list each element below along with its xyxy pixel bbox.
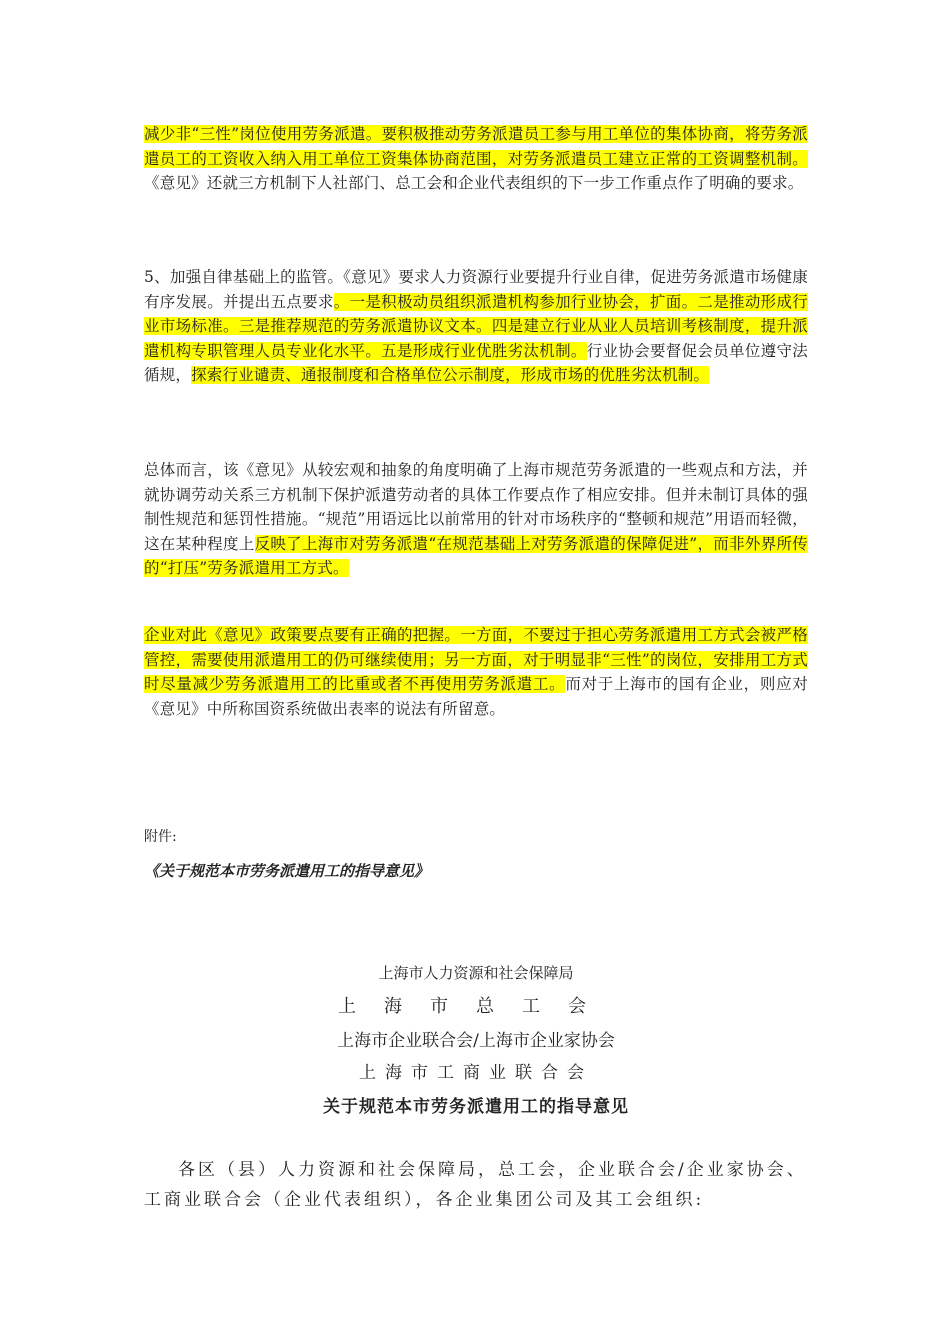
attachment-title: 《关于规范本市劳务派遣用工的指导意见》 xyxy=(144,862,430,880)
attachment-label: 附件: xyxy=(144,829,177,845)
issuer-line-3: 上海市企业联合会/上海市企业家协会 xyxy=(337,1031,615,1051)
body-text: 《意见》还就三方机制下人社部门、总工会和企业代表组织的下一步工作重点作了明确的要求。 xyxy=(144,174,804,192)
paragraph-enterprise-advice xyxy=(144,623,808,721)
body-text: 而对于上海市的国有企业，则应对《意见》中所称国资系统做出表率的说法有所留意。 xyxy=(144,675,808,718)
salutation: 各区（县）人力资源和社会保障局，总工会，企业联合会/企业家协会、工商业联合会（企业代表组织），各企业集团公司及其工会组织: xyxy=(144,1160,807,1210)
issuer-line-4: 上海市工商业联合会 xyxy=(359,1063,593,1083)
paragraph-dispatch-wages xyxy=(144,122,808,196)
body-text: 总体而言，该《意见》从较宏观和抽象的角度明确了上海市规范劳务派遣的一些观点和方法，并就协调劳动关系三方机制下保护派遣劳动者的具体工作要点作了相应安排。但并未制订具体的强制性规范和惩罚性措施。“规范”用语远比以前常用的针对市场秩序的“整顿和规范”用语而轻微，这在某种程度上 xyxy=(144,461,808,553)
paragraph-self-regulation xyxy=(144,265,808,388)
paragraph-overall-assessment xyxy=(144,458,808,581)
issuer-line-2: 上海市总工会 xyxy=(338,996,614,1017)
body-text: 行业协会要督促会员单位遵守法循规， xyxy=(144,341,808,384)
body-text: 5、加强自律基础上的监管。《意见》要求人力资源行业要提升行业自律，促进劳务派遣市场健康有序发展。并提出五点要求 xyxy=(144,268,808,311)
highlighted-text: 。一是积极动员组织派遣机构参加行业协会，扩面。二是推动形成行业市场标准。三是推荐规范的劳务派遣协议文本。四是建立行业从业人员培训考核制度，提升派遣机构专职管理人员专业化水平。五是形成行业优胜劣汰机制。 xyxy=(144,292,808,360)
issuer-line-1: 上海市人力资源和社会保障局 xyxy=(378,964,574,982)
highlighted-text: 企业对此《意见》政策要点要有正确的把握。一方面，不要过于担心劳务派遣用工方式会被严格管控，需要使用派遣用工的仍可继续使用；另一方面，对于明显非“三性”的岗位，安排用工方式时尽量减少劳务派遣用工的比重或者不再使用劳务派遣工。 xyxy=(144,626,808,693)
document-title: 关于规范本市劳务派遣用工的指导意见 xyxy=(323,1097,629,1117)
highlighted-text: 反映了上海市对劳务派遣“在规范基础上对劳务派遣的保障促进”，而非外界所传的“打压”劳务派遣用工方式。 xyxy=(144,534,808,577)
highlighted-text: 探索行业谴责、通报制度和合格单位公示制度，形成市场的优胜劣汰机制。 xyxy=(191,366,710,384)
highlighted-text: 减少非“三性”岗位使用劳务派遣。要积极推动劳务派遣员工参与用工单位的集体协商，将劳务派遣员工的工资收入纳入用工单位工资集体协商范围，对劳务派遣员工建立正常的工资调整机制。 xyxy=(144,125,808,168)
